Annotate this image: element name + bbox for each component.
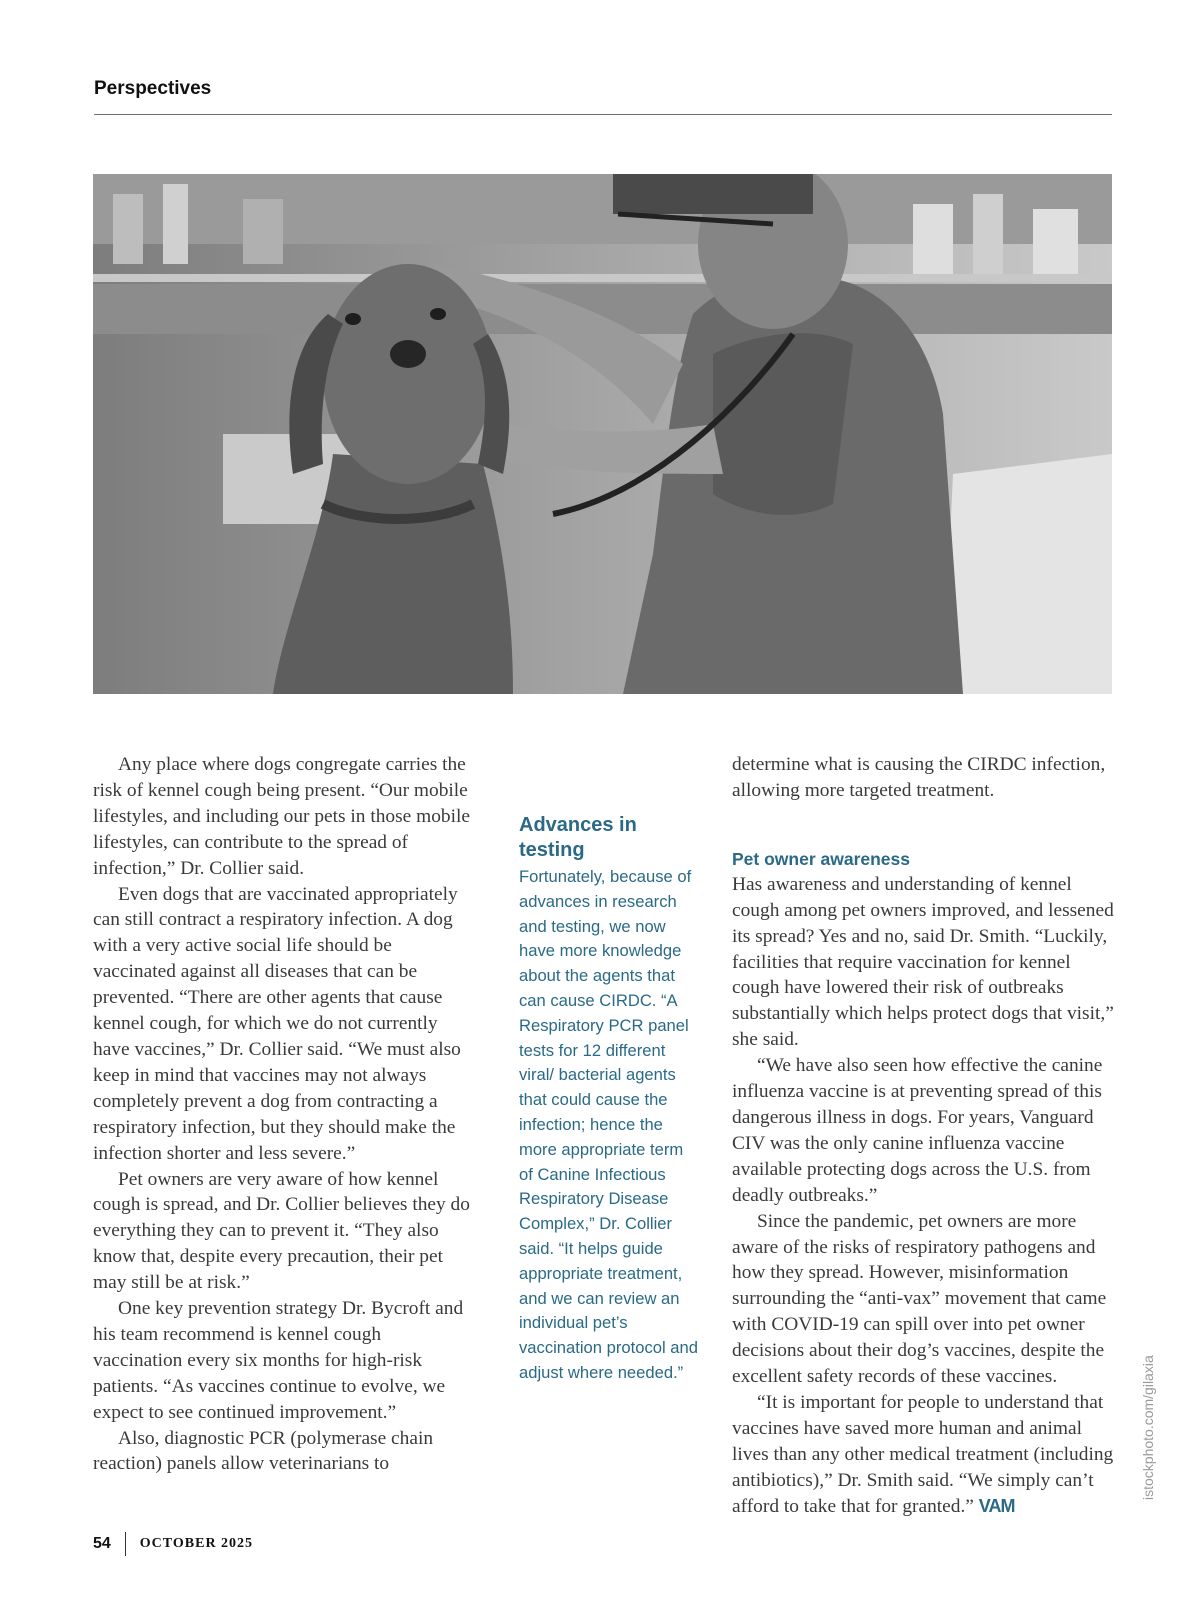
paragraph: Has awareness and understanding of kennel cough among pet owners improved, and lessened its spread? Yes and no, said Dr. Smith. “Luckily, facilities that require vaccination for kennel cough have lowered their risk of outbreaks substantially which helps protect dogs that visit,” she said.: [732, 873, 1114, 1051]
paragraph: Pet owners are very aware of how kennel cough is spread, and Dr. Collier believes they do everything they can to prevent it. “They also know that, despite every precaution, their pet may still be at risk.”: [93, 1168, 470, 1294]
footer-divider: [125, 1532, 126, 1556]
section-label: Perspectives: [94, 78, 212, 99]
sidebar-body: Fortunately, because of advances in research and testing, we now have more knowledge about the agents that can cause CIRDC. “A Respiratory PCR panel tests for 12 different viral/ bacterial agents that could cause the infection; hence the more appropriate term of Canine Infectious Respiratory Disease Complex,” Dr. Collier said. “It helps guide appropriate treatment, and we can review an individual pet’s vaccination protocol and adjust where needed.”: [519, 867, 698, 1382]
paragraph: “We have also seen how effective the canine influenza vaccine is at preventing spread of this dangerous illness in dogs. For years, Vanguard CIV was the only canine influenza vaccine available protecting dogs across the U.S. from deadly outbreaks.”: [732, 1055, 1103, 1206]
paragraph: [732, 1390, 1114, 1520]
page-footer: [93, 1532, 253, 1556]
page-number: 54: [93, 1535, 111, 1552]
vet-examining-dog-photo: [93, 174, 1112, 694]
article-column-3: [732, 752, 1114, 1519]
vam-logo: VAM: [978, 1495, 1015, 1516]
paragraph: Even dogs that are vaccinated appropriately can still contract a respiratory infection. A dog with a very active social life should be vaccinated against all diseases that can be prevented. “There are other agents that cause kennel cough, for which we do not currently have vaccines,” Dr. Collier said. “We must also keep in mind that vaccines may not always completely prevent a dog from contracting a respiratory infection, but they should make the infection shorter and less severe.”: [93, 883, 461, 1164]
advances-sidebar: [519, 813, 699, 1386]
paragraph: Since the pandemic, pet owners are more aware of the risks of respiratory pathogens and how they spread. However, misinformation surrounding the “anti-vax” movement that came with COVID-19 can spill over into pet owner decisions about their dog’s vaccines, despite the excellent safety records of these vaccines.: [732, 1210, 1107, 1388]
paragraph-text: “It is important for people to understand that vaccines have saved more human and animal lives than any other medical treatment (including antibiotics),” Dr. Smith said. “We simply can’t afford to take that for granted.”: [732, 1391, 1114, 1517]
paragraph: determine what is causing the CIRDC infection, allowing more targeted treatment.: [732, 754, 1106, 801]
issue-date: OCTOBER 2025: [139, 1536, 254, 1551]
paragraph: Also, diagnostic PCR (polymerase chain reaction) panels allow veterinarians to: [93, 1427, 434, 1475]
sidebar-heading: Advances in testing: [519, 814, 637, 861]
photo-credit: istockphoto.com/gilaxia: [1140, 1355, 1156, 1500]
subheading: Pet owner awareness: [732, 848, 910, 869]
paragraph: Any place where dogs congregate carries the risk of kennel cough being present. “Our mobile lifestyles, and including our pets in those mobile lifestyles, can contribute to the spread of infection,” Dr. Collier said.: [93, 754, 470, 879]
header-rule: [94, 114, 1112, 115]
paragraph: One key prevention strategy Dr. Bycroft and his team recommend is kennel cough vaccination every six months for high-risk patients. “As vaccines continue to evolve, we expect to see continued improvement.”: [93, 1298, 464, 1423]
article-column-1: [93, 752, 473, 1477]
article-photo: [93, 174, 1112, 694]
